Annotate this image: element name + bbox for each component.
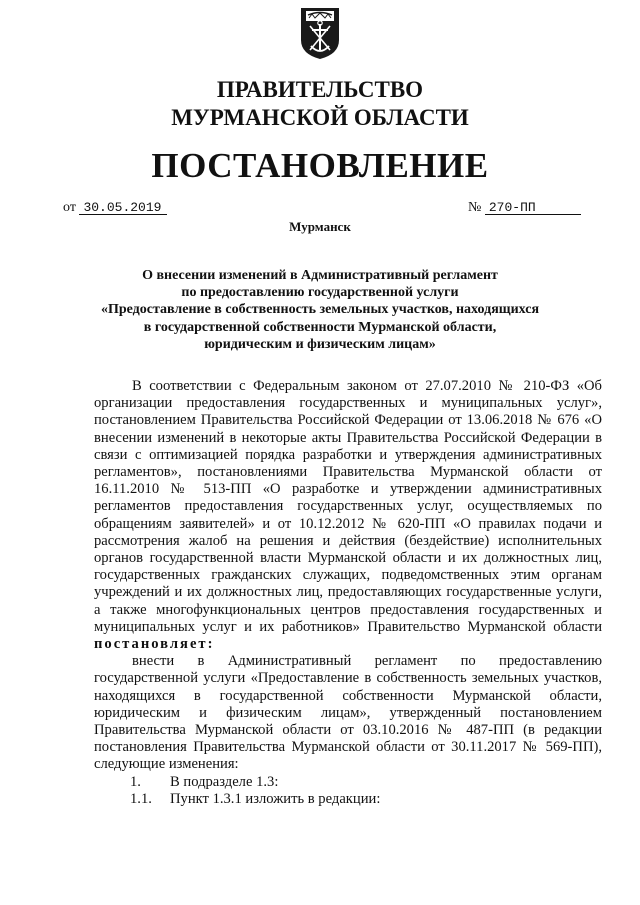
government-name xyxy=(0,76,640,132)
number-prefix: № xyxy=(468,200,482,215)
number-value: 270-ПП xyxy=(485,201,581,215)
resolution-keyword: постановляет: xyxy=(94,636,215,653)
date-prefix: от xyxy=(63,200,76,215)
item-number: 1.1. xyxy=(130,790,152,807)
document-heading xyxy=(80,267,560,353)
list-item xyxy=(94,791,602,808)
item-text: Пункт 1.3.1 изложить в редакции: xyxy=(170,790,381,807)
item-number: 1. xyxy=(130,773,141,790)
date-value: 30.05.2019 xyxy=(79,201,167,215)
murmansk-coat-of-arms-icon xyxy=(299,6,341,60)
government-line-1: ПРАВИТЕЛЬСТВО xyxy=(216,77,424,102)
preamble-text: В соответствии с Федеральным законом от 27.07.2010 № 210-ФЗ «Об организации предоставления государственных и муниципальных услуг», постановлением Правительства Российской Федерации от 13.06.2018 № 676 «О внесении изменений в некоторые акты Правительства Российской Федерации в связи с оптимизацией порядка разработки и утверждения административных регламентов», постановлениями Правительства Мурманской области от 16.11.2010 № 513-ПП «О разработке и утверждении административных регламентов предоставления государственных услуг, осуществляемых по обращениям заявителей» и от 10.12.2012 № 620-ПП «О правилах подачи и рассмотрения жалоб на решения и действия (бездействие) исполнительных органов государственной власти Мурманской области и их должностных лиц, государственных гражданских служащих, подведомственных этим органам учреждений и их должностных лиц, предоставляющих государственные услуги, а также многофункциональных центров предоставления государственных и муниципальных услуг и их работников» Правительство Мурманской области xyxy=(94,378,602,635)
government-line-2: МУРМАНСКОЙ ОБЛАСТИ xyxy=(171,105,469,130)
heading-line: «Предоставление в собственность земельных участков, находящихся xyxy=(100,302,540,318)
heading-line: юридическим и физическим лицам» xyxy=(204,336,436,352)
heading-line: по предоставлению государственной услуги xyxy=(181,285,459,301)
document-body xyxy=(94,378,602,808)
heading-line: О внесении изменений в Административный регламент xyxy=(142,268,498,283)
item-text: В подразделе 1.3: xyxy=(170,773,279,790)
heading-line: в государственной собственности Мурманской области, xyxy=(143,319,497,335)
amendment-paragraph: внести в Административный регламент по предоставлению государственной услуги «Предоставление в собственность земельных участков, находящихся в государственной собственности Мурманской области, юридическим и физическим лицам», утвержденный постановлением Правительства Мурманской области от 03.10.2016 № 487-ПП (в редакции постановления Правительства Мурманской области от 30.11.2017 № 569-ПП), следующие изменения: xyxy=(94,653,602,773)
preamble-paragraph xyxy=(94,378,602,653)
document-date xyxy=(63,200,167,216)
list-item xyxy=(94,774,602,791)
city: Мурманск xyxy=(289,219,351,234)
document-type: ПОСТАНОВЛЕНИЕ xyxy=(151,146,489,185)
document-number xyxy=(468,200,581,216)
